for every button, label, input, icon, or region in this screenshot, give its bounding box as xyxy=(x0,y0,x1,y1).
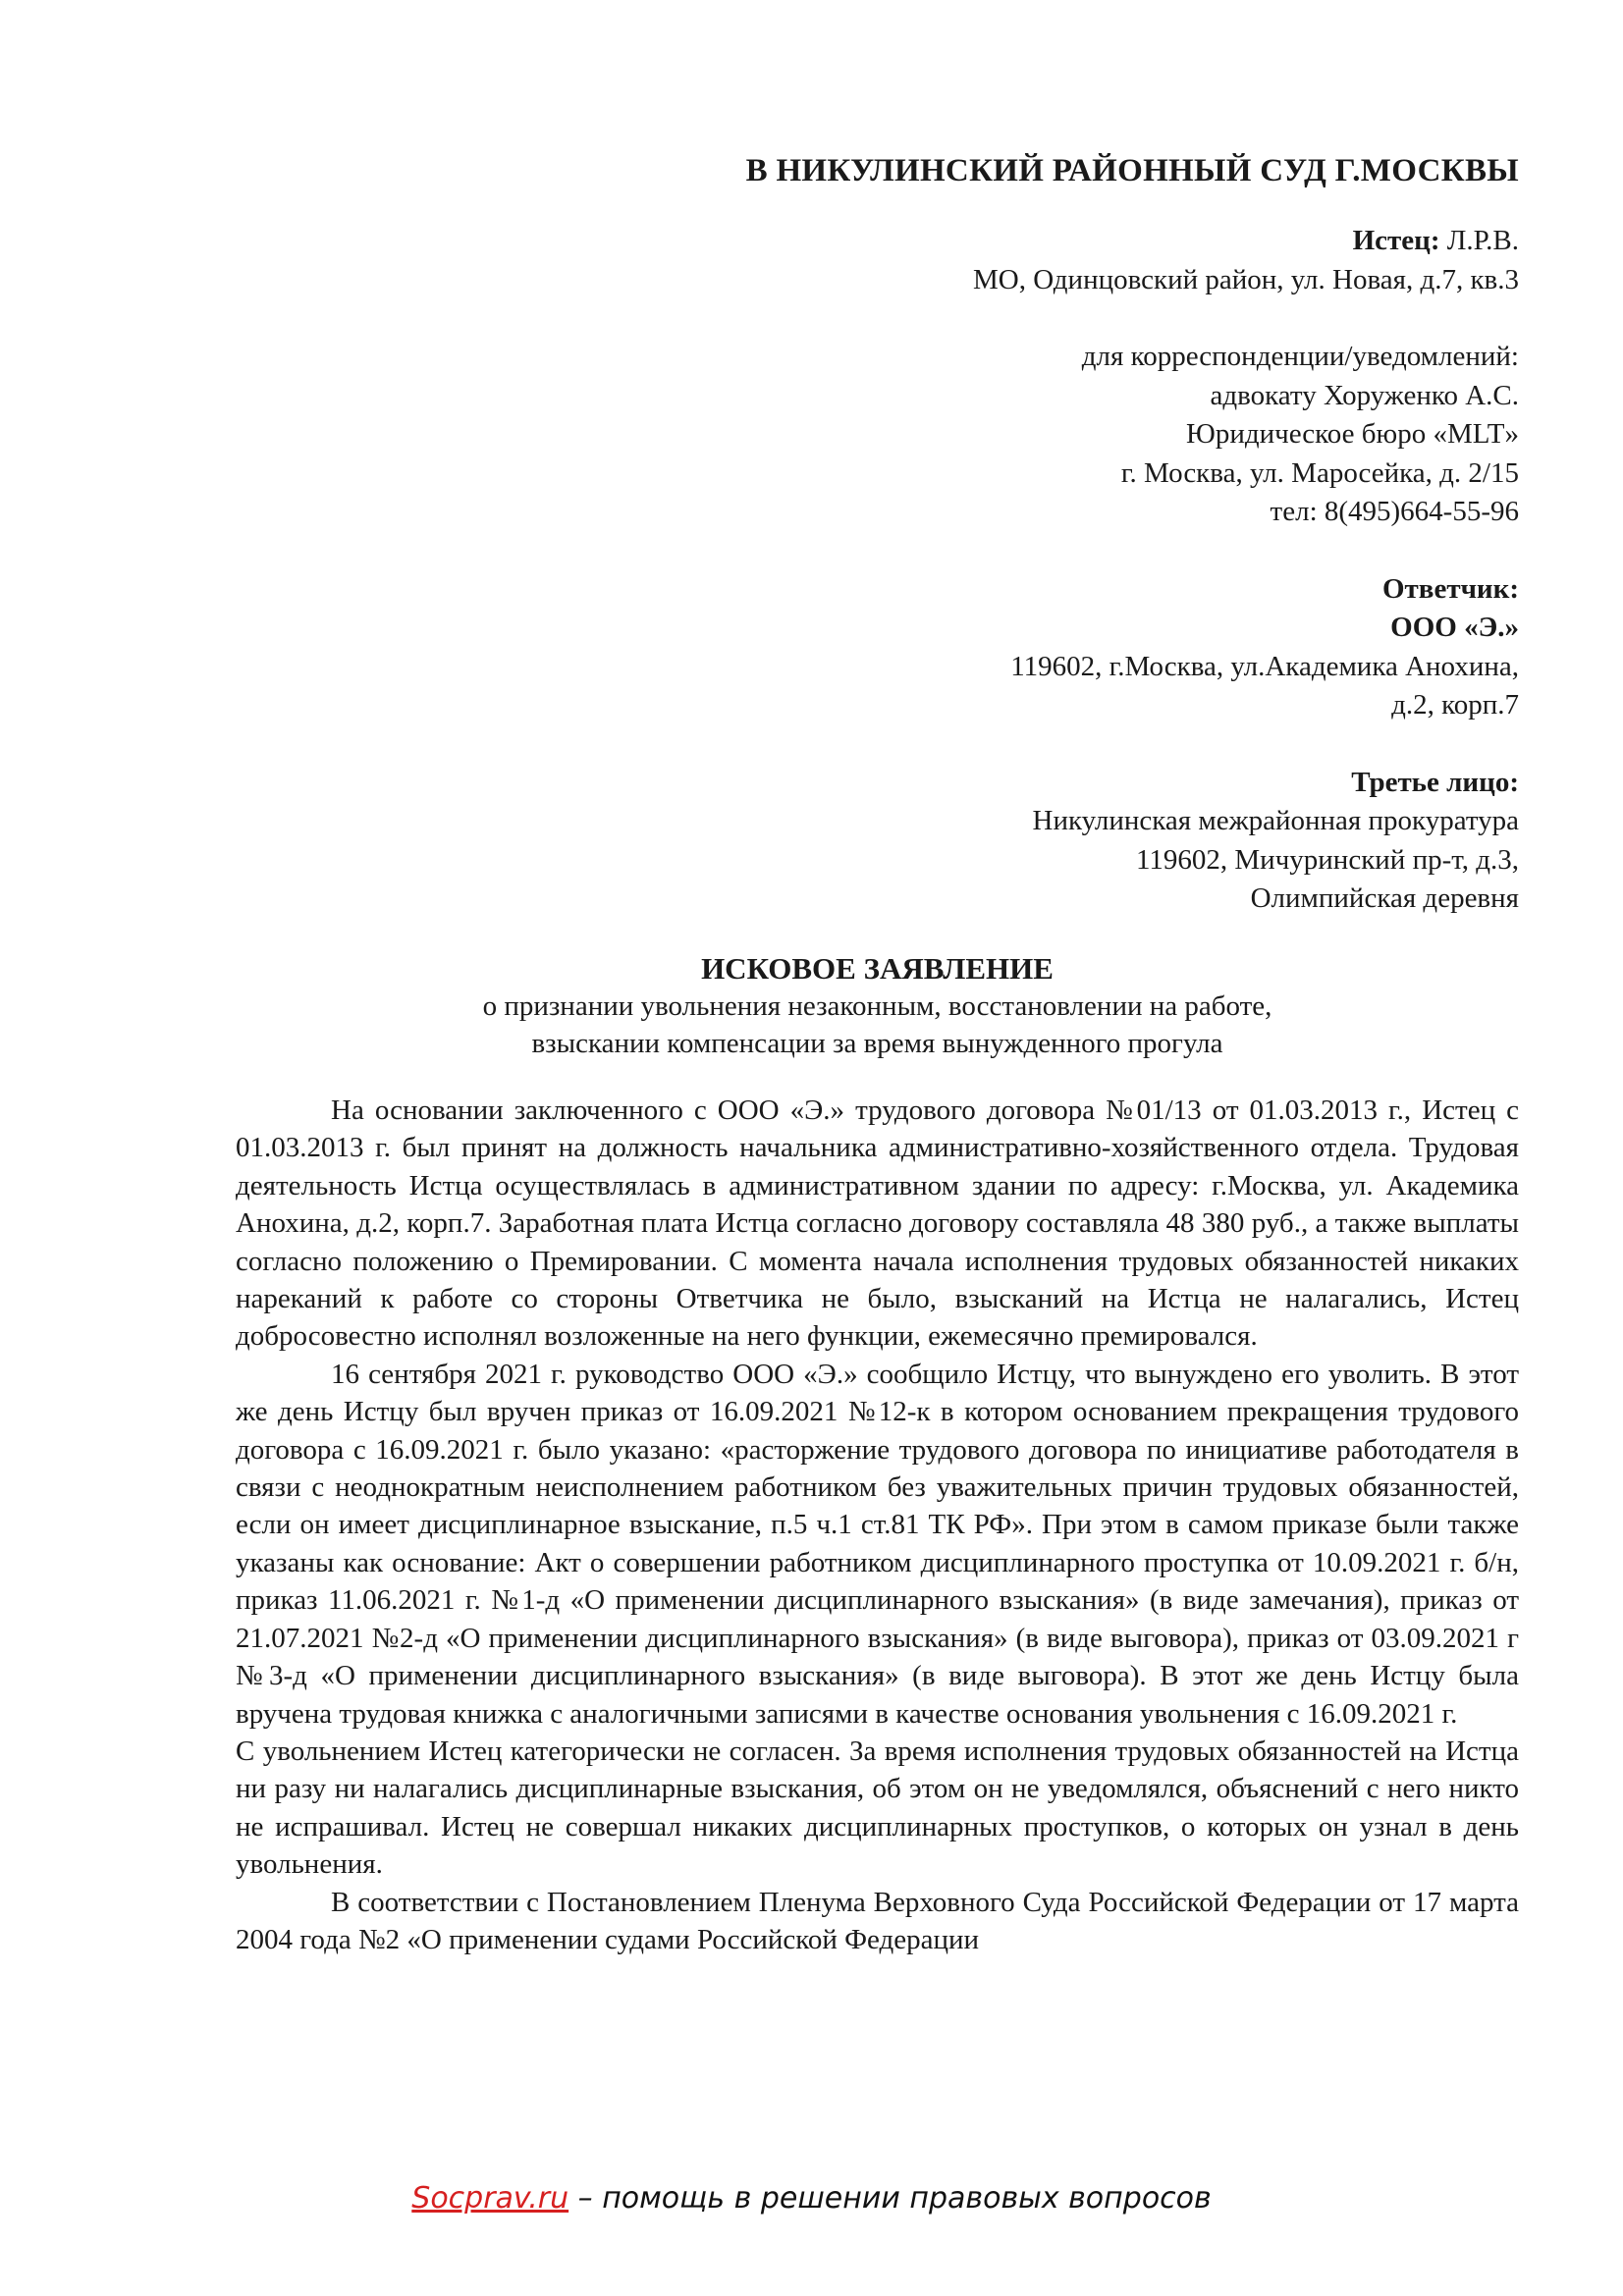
plaintiff-label: Истец: xyxy=(1352,225,1440,256)
plaintiff-lawyer: адвокату Хоруженко А.С. xyxy=(1210,379,1519,411)
bureau-address: г. Москва, ул. Маросейка, д. 2/15 xyxy=(1120,456,1519,489)
document-heading xyxy=(236,950,1519,1062)
document-title: ИСКОВОЕ ЗАЯВЛЕНИЕ xyxy=(701,951,1054,986)
third-party-label: Третье лицо: xyxy=(1351,766,1519,798)
page-footer xyxy=(0,2181,1623,2216)
third-party-address-line1: 119602, Мичуринский пр-т, д.3, xyxy=(1135,843,1519,876)
bureau-phone: тел: 8(495)664-55-96 xyxy=(1270,496,1519,527)
defendant-name: ООО «Э.» xyxy=(1390,612,1519,643)
plaintiff-line xyxy=(236,222,1519,261)
parties-block xyxy=(236,222,1519,919)
court-name: В НИКУЛИНСКИЙ РАЙОННЫЙ СУД Г.МОСКВЫ xyxy=(745,153,1519,188)
footer-tagline: – помощь в решении правовых вопросов xyxy=(568,2181,1212,2216)
body-paragraph-4: В соответствии с Постановлением Пленума Верховного Суда Российской Федерации от 17 марта 2004 года №2 «О применении судами Российской Федерации xyxy=(236,1886,1519,1955)
claim-body xyxy=(236,1092,1519,1958)
plaintiff-bureau: Юридическое бюро «MLT» xyxy=(1186,418,1519,450)
plaintiff-name: Л.Р.В. xyxy=(1446,225,1519,256)
body-paragraph-3: С увольнением Истец категорически не согласен. За время исполнения трудовых обязанностей на Истца ни разу ни налагались дисциплинарные взыскания, об этом он не уведомлялся, объяснений с него никто не испрашивал. Истец не совершал никаких дисциплинарных проступков, о которых он узнал в день увольнения. xyxy=(236,1735,1519,1881)
defendant-address-line1: 119602, г.Москва, ул.Академика Анохина, xyxy=(1010,650,1519,682)
defendant-address-line2: д.2, корп.7 xyxy=(1391,689,1519,721)
plaintiff-address: МО, Одинцовский район, ул. Новая, д.7, кв.3 xyxy=(973,263,1519,295)
third-party-address-line2: Олимпийская деревня xyxy=(1250,882,1519,914)
document-subtitle-line2: взыскании компенсации за время вынужденного прогула xyxy=(531,1028,1223,1059)
correspondence-label: для корреспонденции/уведомлений: xyxy=(1081,341,1519,372)
body-paragraph-2: 16 сентября 2021 г. руководство ООО «Э.» сообщило Истцу, что вынуждено его уволить. В этот же день Истцу был вручен приказ от 16.09.2021 №12-к в котором основанием прекращения трудового договора с 16.09.2021 г. было указано: «расторжение трудового договора по инициативе работодателя в связи с неоднократным неисполнением работником без уважительных причин трудовых обязанностей, если он имеет дисциплинарное взыскание, п.5 ч.1 ст.81 ТК РФ». При этом в самом приказе были также указаны как основание: Акт о совершении работником дисциплинарного проступка от 10.09.2021 г. б/н, приказ 11.06.2021 г. №1-д «О применении дисциплинарного взыскания» (в виде замечания), приказ от 21.07.2021 №2-д «О применении дисциплинарного взыскания» (в виде выговора), приказ от 03.09.2021 г №3-д «О применении дисциплинарного взыскания» (в виде выговора). В этот же день Истцу была вручена трудовая книжка с аналогичными записями в качестве основания увольнения с 16.09.2021 г. xyxy=(236,1358,1519,1730)
defendant-label: Ответчик: xyxy=(1381,572,1519,605)
footer-site-link[interactable]: Socprav.ru xyxy=(411,2181,569,2216)
third-party-name: Никулинская межрайонная прокуратура xyxy=(1032,805,1519,836)
document-subtitle-line1: о признании увольнения незаконным, восстановлении на работе, xyxy=(482,990,1272,1022)
body-paragraph-1: На основании заключенного с ООО «Э.» трудового договора №01/13 от 01.03.2013 г., Истец с 01.03.2013 г. был принят на должность начальника административно-хозяйственного отдела. Трудовая деятельность Истца осуществлялась в административном здании по адресу: г.Москва, ул. Академика Анохина, д.2, корп.7. Заработная плата Истца согласно договору составляла 48 380 руб., а также выплаты согласно положению о Премировании. С момента начала исполнения трудовых обязанностей никаких нареканий к работе со стороны Ответчика не было, взысканий на Истца не налагались, Истец добросовестно исполнял возложенные на него функции, ежемесячно премировался. xyxy=(236,1095,1519,1353)
